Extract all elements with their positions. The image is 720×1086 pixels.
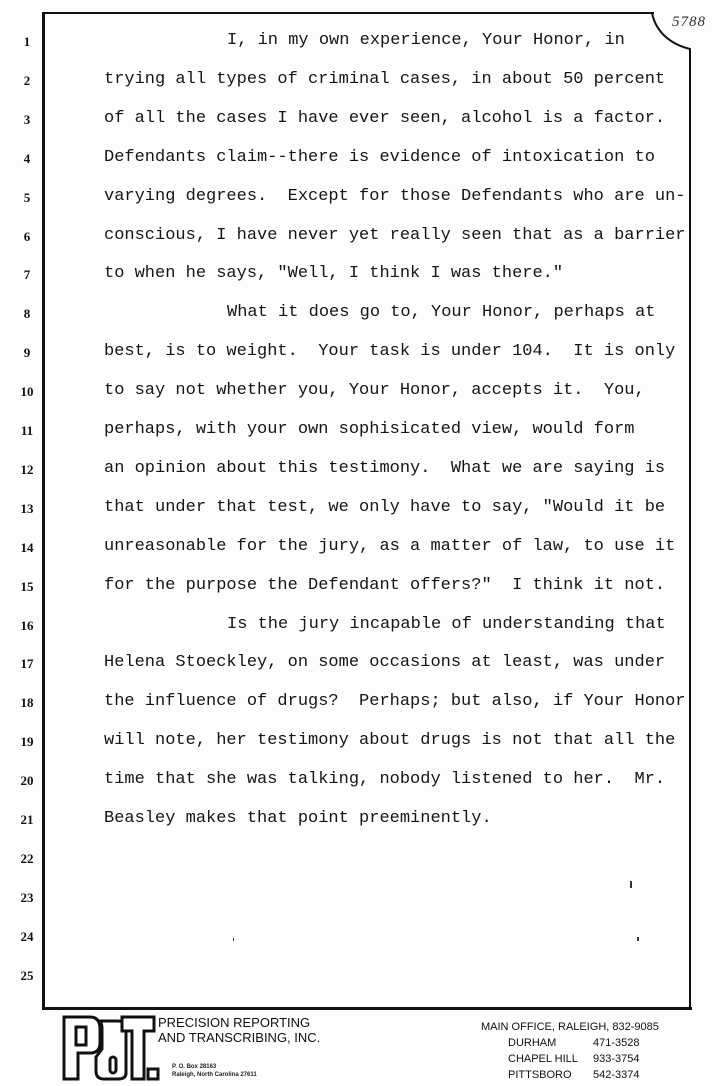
page-frame-top-border (42, 12, 654, 14)
line-number: 7 (23, 267, 31, 283)
scan-speck (233, 938, 234, 941)
po-box: P. O. Box 28163 (172, 1064, 217, 1070)
transcript-line: best, is to weight. Your task is under 104. It is only (104, 342, 676, 362)
line-number: 14 (20, 539, 34, 555)
line-number: 23 (20, 889, 34, 905)
line-number: 21 (20, 812, 34, 827)
transcript-line: time that she was talking, nobody listened to her. Mr. (104, 770, 666, 790)
page-frame-right-border (689, 49, 691, 1010)
transcript-line: unreasonable for the jury, as a matter of law, to use it (104, 536, 676, 556)
line-number: 8 (23, 306, 31, 322)
transcript-line: perhaps, with your own sophisicated view, would form (104, 420, 635, 439)
line-number: 10 (20, 384, 34, 400)
line-number: 11 (20, 423, 34, 438)
transcript-line: to when he says, "Well, I think I was there." (104, 264, 564, 284)
scan-speck (637, 937, 639, 941)
transcript-line: trying all types of criminal cases, in about 50 percent (104, 69, 666, 89)
line-number: 17 (20, 656, 34, 672)
line-number: 5 (23, 189, 31, 205)
transcript-line: conscious, I have never yet really seen that as a barrier (104, 225, 686, 245)
transcript-line: varying degrees. Except for those Defendants who are un- (104, 186, 686, 206)
line-number: 25 (20, 967, 34, 983)
transcript-line: Is the jury incapable of understanding that (227, 614, 666, 634)
page-number-stamp: 5788 (672, 14, 706, 30)
transcript-line: to say not whether you, Your Honor, accepts it. You, (104, 381, 645, 401)
branch-office-city: CHAPEL HILL (508, 1053, 578, 1065)
branch-office-city: PITTSBORO (508, 1069, 572, 1081)
line-number: 2 (23, 72, 31, 88)
transcript-line: Beasley makes that point preeminently. (104, 809, 492, 828)
page-frame-bottom-border (42, 1007, 692, 1010)
transcript-line: the influence of drugs? Perhaps; but also, if Your Honor (104, 692, 686, 712)
main-office-phone: MAIN OFFICE, RALEIGH, 832-9085 (481, 1021, 659, 1033)
line-number: 24 (20, 928, 34, 944)
line-number: 22 (20, 850, 34, 866)
line-number: 16 (20, 617, 34, 633)
company-name-line-1: PRECISION REPORTING (158, 1015, 311, 1030)
branch-office-row (508, 1037, 640, 1049)
branch-office-phone: 542-3374 (593, 1069, 640, 1081)
line-number: 15 (20, 578, 34, 594)
line-number: 12 (20, 461, 34, 477)
transcript-line: that under that test, we only have to say, "Would it be (104, 497, 666, 517)
line-number: 18 (20, 695, 34, 711)
scan-speck (630, 881, 632, 888)
line-number: 6 (23, 228, 31, 244)
transcript-line: Defendants claim--there is evidence of intoxication to (104, 147, 655, 167)
transcript-line: for the purpose the Defendant offers?" I think it not. (104, 575, 666, 595)
line-number: 19 (20, 734, 34, 750)
company-address (172, 1063, 257, 1079)
branch-office-row (508, 1053, 640, 1065)
line-number: 4 (23, 150, 31, 166)
city-state: Raleigh, North Carolina 27611 (172, 1072, 257, 1078)
line-number: 20 (20, 773, 34, 789)
branch-office-city: DURHAM (508, 1037, 557, 1049)
branch-office-phone: 933-3754 (593, 1053, 640, 1065)
company-name-line-2: AND TRANSCRIBING, INC. (158, 1030, 321, 1045)
company-name (158, 1015, 320, 1045)
transcript-line: I, in my own experience, Your Honor, in (227, 31, 625, 50)
transcript-line: will note, her testimony about drugs is not that all the (104, 731, 676, 751)
line-number: 1 (23, 34, 31, 49)
line-number: 9 (23, 345, 31, 361)
transcript-line: of all the cases I have ever seen, alcohol is a factor. (104, 108, 666, 128)
transcript-line: Helena Stoeckley, on some occasions at least, was under (104, 653, 666, 673)
transcript-line: What it does go to, Your Honor, perhaps at (227, 303, 656, 323)
line-number: 13 (20, 500, 34, 516)
line-number: 3 (23, 111, 31, 127)
transcript-line: an opinion about this testimony. What we are saying is (104, 458, 666, 478)
company-logo (60, 1013, 160, 1083)
branch-office-phone: 471-3528 (593, 1037, 640, 1049)
branch-office-row (508, 1069, 640, 1081)
